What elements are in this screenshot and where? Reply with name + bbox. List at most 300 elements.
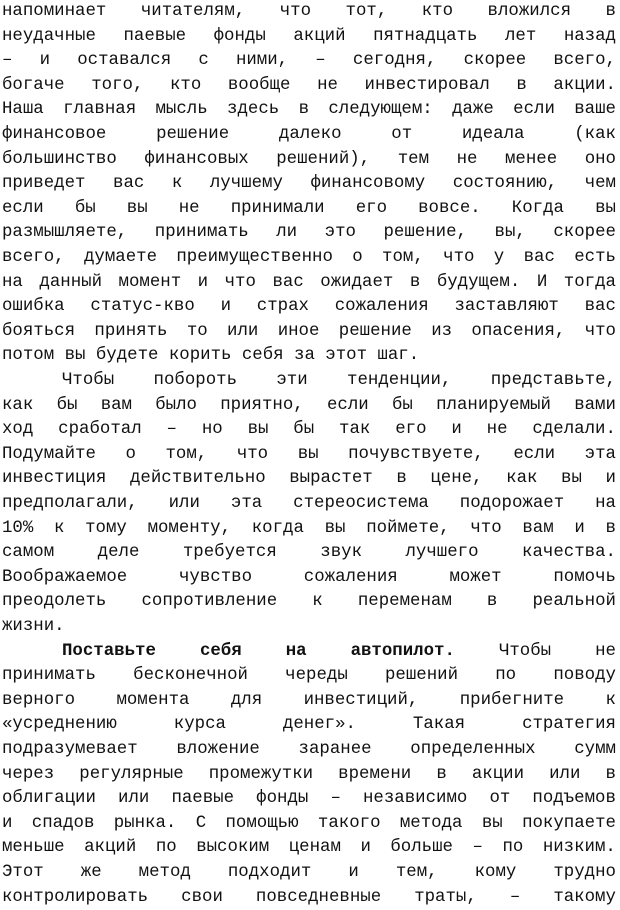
word: предполагали, (2, 494, 138, 513)
word: инвестировал (364, 75, 490, 95)
word: вы (297, 444, 319, 464)
word: паевые (123, 26, 187, 46)
word: планируемый (436, 395, 551, 415)
word: Подумайте (2, 444, 96, 464)
word: вы (595, 198, 616, 218)
word: акций (84, 838, 137, 858)
text-line (2, 74, 616, 99)
word: данный (39, 272, 103, 292)
text-line (2, 713, 616, 738)
word: же (80, 863, 102, 882)
word: решение, (383, 223, 467, 243)
word: если (2, 198, 44, 218)
word: себя (241, 346, 284, 366)
text-line (2, 467, 616, 492)
text-line (2, 861, 616, 886)
word: И (536, 272, 548, 292)
word: облигации (2, 789, 96, 809)
word: регулярные (79, 764, 184, 784)
word: вложился (487, 2, 572, 21)
word: богаче (2, 75, 65, 95)
word: к (605, 690, 616, 710)
word: помощью (225, 813, 299, 833)
word: побороть (153, 371, 238, 390)
word: денег». (282, 715, 356, 735)
word: не (178, 198, 200, 218)
word: идеала (461, 125, 525, 144)
word: времени (338, 764, 412, 784)
word: – (166, 420, 177, 440)
word: в (396, 469, 407, 489)
word: промежутки (208, 764, 314, 784)
text-line (2, 418, 616, 443)
word: финансовому (310, 174, 426, 194)
word: в (409, 272, 421, 292)
word: сопротивление (141, 592, 278, 612)
word: от (391, 125, 413, 144)
word: лет (504, 26, 537, 46)
word: контролировать (2, 887, 149, 907)
word: у (493, 248, 505, 267)
word: что (584, 321, 616, 341)
word: того, (91, 75, 144, 95)
word: решение (156, 125, 230, 144)
text-line (2, 197, 616, 222)
word: в (298, 100, 309, 120)
word: эта (230, 494, 263, 513)
word: и (220, 297, 231, 317)
word: тому (85, 518, 127, 538)
word: бы (293, 420, 315, 440)
word: о (125, 444, 136, 464)
word: ожидает (320, 272, 394, 292)
word: чем (584, 174, 616, 194)
word: фонды (256, 789, 309, 809)
word: сделали. (532, 420, 616, 440)
word: и (197, 272, 209, 292)
word: что (443, 248, 475, 267)
word: лучшему (209, 174, 283, 194)
word: менее (504, 149, 558, 169)
word: вас (272, 272, 304, 292)
word: вас (113, 174, 145, 194)
word: паевые (171, 789, 235, 809)
word: вы (247, 420, 269, 440)
word: стереосистема (293, 494, 429, 513)
text-line (2, 763, 616, 788)
bold-word: автопилот. (350, 641, 455, 661)
word: оно (584, 149, 616, 169)
word: напоминает (2, 2, 107, 21)
word: качества. (522, 543, 616, 563)
word: бы (56, 395, 78, 415)
word: почувствуете, (348, 444, 484, 464)
word: вы (324, 518, 346, 538)
word: такому (553, 887, 616, 907)
word: решение (338, 321, 412, 341)
text-line (2, 369, 616, 394)
word: – (315, 51, 326, 71)
text-line (2, 738, 616, 763)
word: или (549, 764, 581, 784)
word: корить (168, 346, 232, 366)
word: принимали (230, 198, 325, 218)
word: акции (471, 764, 525, 784)
word: низким. (542, 838, 616, 858)
word: решений), (276, 149, 371, 169)
word: тенденции, (347, 371, 452, 390)
word: момента (116, 690, 190, 710)
word: финансовых (144, 149, 249, 169)
word: стратегия (522, 715, 616, 735)
word: лучшего (405, 543, 479, 563)
bold-word: Поставьте (62, 641, 156, 661)
word: высоким (196, 838, 270, 858)
word: преимущественно (176, 248, 333, 267)
word: «усреднению (2, 715, 117, 735)
word: вами (574, 395, 616, 415)
word: сожаления (303, 567, 398, 587)
word: что (470, 518, 502, 538)
word: вы (561, 469, 582, 489)
text-line (2, 172, 616, 197)
word: 10% (2, 518, 34, 538)
word: о (352, 248, 363, 267)
word: и (360, 838, 371, 858)
word: шаг. (377, 346, 420, 366)
text-line (2, 98, 616, 123)
text-line (2, 590, 616, 615)
word: не (486, 420, 508, 440)
word: ошибка (2, 297, 65, 317)
word: следующем: (328, 100, 433, 120)
word: или (118, 789, 150, 809)
word: за (294, 346, 315, 366)
word: если (327, 395, 369, 415)
word: через (2, 764, 55, 784)
word: это (324, 223, 356, 243)
word: – (509, 887, 521, 907)
word: вы (481, 813, 503, 833)
word: здесь (227, 100, 280, 120)
word: если (513, 100, 555, 120)
word: приятно, (220, 395, 304, 415)
word: вы, (494, 223, 526, 243)
word: из (431, 321, 453, 341)
word: на (2, 272, 23, 292)
word: подъемов (532, 789, 616, 809)
word: было (155, 395, 197, 415)
word: скорее (553, 223, 616, 243)
word: прибегните (459, 690, 565, 710)
word: том, (382, 248, 424, 267)
text-line (2, 541, 616, 566)
word: – (330, 789, 341, 809)
word: в (605, 2, 616, 21)
word: бесконечной (133, 666, 248, 686)
word: статус-кво (90, 297, 195, 317)
word: в (605, 764, 616, 784)
word: будущем. (436, 272, 521, 292)
word: сработал (58, 420, 142, 440)
word: подходит (227, 863, 312, 882)
word: пятнадцать (373, 26, 478, 46)
text-line (2, 886, 616, 910)
word: кто (421, 2, 454, 21)
word: от (489, 789, 511, 809)
word: тем (397, 149, 430, 169)
word: цене, (430, 469, 483, 489)
word: решений (384, 666, 459, 686)
word: оставался (77, 51, 172, 71)
word: моменту, (147, 518, 232, 538)
word: (как (574, 125, 616, 144)
word: главная (63, 100, 137, 120)
word: Когда (511, 198, 564, 218)
word: опасения, (471, 321, 566, 341)
bold-word: на (285, 641, 307, 661)
word: не (317, 75, 338, 95)
word: финансовое (2, 125, 107, 144)
bold-word: себя (199, 641, 242, 661)
word: момент (118, 272, 182, 292)
word: сегодня, (352, 51, 437, 71)
word: что (279, 2, 312, 21)
word: определенных (410, 740, 536, 759)
word: деле (97, 543, 140, 563)
word: к (312, 592, 323, 612)
word: ваше (574, 100, 616, 120)
word: что (236, 444, 269, 464)
word: приведет (2, 174, 86, 194)
word: вы (126, 198, 148, 218)
word: тем, (395, 863, 438, 882)
text-line (2, 812, 616, 837)
word: траты, (414, 887, 477, 907)
word: кто (169, 75, 202, 95)
text-line (2, 517, 616, 542)
word: метода (399, 813, 463, 833)
word: вы (64, 346, 86, 366)
word: и (2, 813, 13, 833)
text-line (2, 566, 616, 591)
text-line (2, 221, 616, 246)
word: Такая (412, 715, 466, 735)
word: вложение (176, 740, 260, 759)
word: бояться (2, 321, 76, 341)
word: в (486, 592, 498, 612)
word: вас (584, 297, 616, 317)
word: бы (392, 395, 413, 415)
word: принимать (154, 223, 249, 243)
word: такого (317, 813, 381, 833)
word: поймете, (366, 518, 450, 538)
word: верного (2, 690, 76, 710)
word: эти (276, 371, 308, 390)
word: может (449, 567, 502, 587)
word: с (198, 51, 209, 71)
word: кому (474, 863, 517, 882)
word: то (186, 321, 208, 341)
word: подразумевает (2, 740, 138, 759)
word: ними, (235, 51, 289, 71)
word: вам (522, 518, 554, 538)
word: метод (138, 863, 191, 882)
word: по (155, 838, 177, 858)
word: тогда (563, 272, 616, 292)
word: его (355, 198, 388, 218)
word: вас (523, 248, 555, 267)
word: – (472, 838, 483, 858)
word: самом (2, 543, 55, 563)
word: представьте, (490, 371, 616, 390)
word: будете (95, 346, 159, 366)
word: реальной (532, 592, 616, 612)
word: вовсе. (418, 198, 481, 218)
word: ход (2, 420, 34, 440)
word: череды (285, 666, 348, 686)
text-line (2, 295, 616, 320)
word: и (574, 518, 585, 538)
word: сожаления (334, 297, 429, 317)
word: к (54, 518, 65, 538)
word: вообще (227, 75, 291, 95)
word: всего, (2, 248, 65, 267)
word: вырастет (289, 469, 373, 489)
text-line (2, 664, 616, 689)
text-line (2, 615, 616, 640)
word: спадов (31, 813, 95, 833)
word: рынка. (113, 813, 177, 833)
word: тот, (345, 2, 388, 21)
word: состоянию, (452, 174, 558, 194)
word: ценам (288, 838, 341, 858)
text-line (2, 787, 616, 812)
word: как (2, 395, 34, 415)
word: его (395, 420, 427, 440)
word: Чтобы (498, 641, 552, 661)
word: подорожает (459, 494, 565, 513)
text-line (2, 394, 616, 419)
word: и (39, 51, 51, 71)
word: большинство (2, 149, 117, 169)
word: страх (256, 297, 309, 317)
word: мысль (155, 100, 208, 120)
word: и (605, 469, 616, 489)
word: думаете (83, 248, 158, 267)
word: акции. (553, 75, 616, 95)
word: С (195, 813, 207, 833)
word: в (516, 75, 527, 95)
word: всего, (553, 51, 616, 71)
word: инвестиция (2, 469, 107, 489)
word: преодолеть (2, 592, 107, 612)
word: требуется (182, 543, 277, 563)
word: акций (293, 26, 346, 46)
text-line (2, 246, 616, 271)
word: по (495, 666, 517, 686)
word: свои (181, 887, 223, 907)
text-line (2, 344, 616, 369)
word: даже (452, 100, 494, 120)
text-line (2, 49, 616, 74)
word: Этот (2, 863, 44, 882)
text-line (2, 689, 616, 714)
word: не (595, 641, 616, 661)
word: далеко (278, 125, 342, 144)
word: трудно (553, 863, 616, 882)
word: заставляют (454, 297, 559, 317)
text-line (2, 123, 616, 148)
word: как (506, 469, 538, 489)
word: или (227, 321, 259, 341)
text-line (2, 320, 616, 345)
word: курса (173, 715, 226, 735)
text-line (2, 0, 616, 25)
word: но (201, 420, 223, 440)
word: в (605, 518, 616, 538)
word: инвестиций, (303, 690, 419, 710)
word: поводу (553, 666, 616, 686)
word: покупаете (522, 813, 616, 833)
word: том, (165, 444, 208, 464)
word: заранее (298, 740, 372, 759)
word: в (436, 764, 447, 784)
word: ли (276, 223, 298, 243)
word: так (339, 420, 371, 440)
word: не (456, 149, 478, 169)
word: и (451, 420, 462, 440)
word: принять (94, 321, 168, 341)
word: сумм (574, 740, 616, 759)
word: на (595, 494, 616, 513)
word: что (224, 272, 256, 292)
word: помочь (553, 567, 616, 587)
word: вам (100, 395, 132, 415)
word: Наша (2, 100, 44, 120)
word: размышляете, (2, 223, 128, 243)
word: эта (584, 444, 616, 464)
word: читателям, (140, 2, 246, 21)
word: к (171, 174, 183, 194)
word: есть (574, 248, 616, 267)
word: Воображаемое (2, 567, 128, 587)
text-line (2, 443, 616, 468)
word: переменам (357, 592, 452, 612)
text-line (2, 148, 616, 173)
word: независимо (362, 789, 468, 809)
word: принимать (2, 666, 96, 686)
word: Чтобы (62, 371, 115, 390)
text-line (2, 25, 616, 50)
word: для (230, 690, 263, 710)
word: по (502, 838, 524, 858)
word: бы (74, 198, 96, 218)
word: этот (325, 346, 368, 366)
word: больше (390, 838, 453, 858)
word: – (2, 51, 13, 71)
text-line (2, 640, 616, 665)
word: неудачные (2, 26, 96, 46)
word: назад (563, 26, 616, 46)
word: когда (251, 518, 304, 538)
word: повседневные (255, 887, 382, 907)
text-line (2, 271, 616, 296)
word: меньше (2, 838, 65, 858)
text-line (2, 492, 616, 517)
word: действительно (129, 469, 266, 489)
word: жизни. (2, 617, 65, 636)
